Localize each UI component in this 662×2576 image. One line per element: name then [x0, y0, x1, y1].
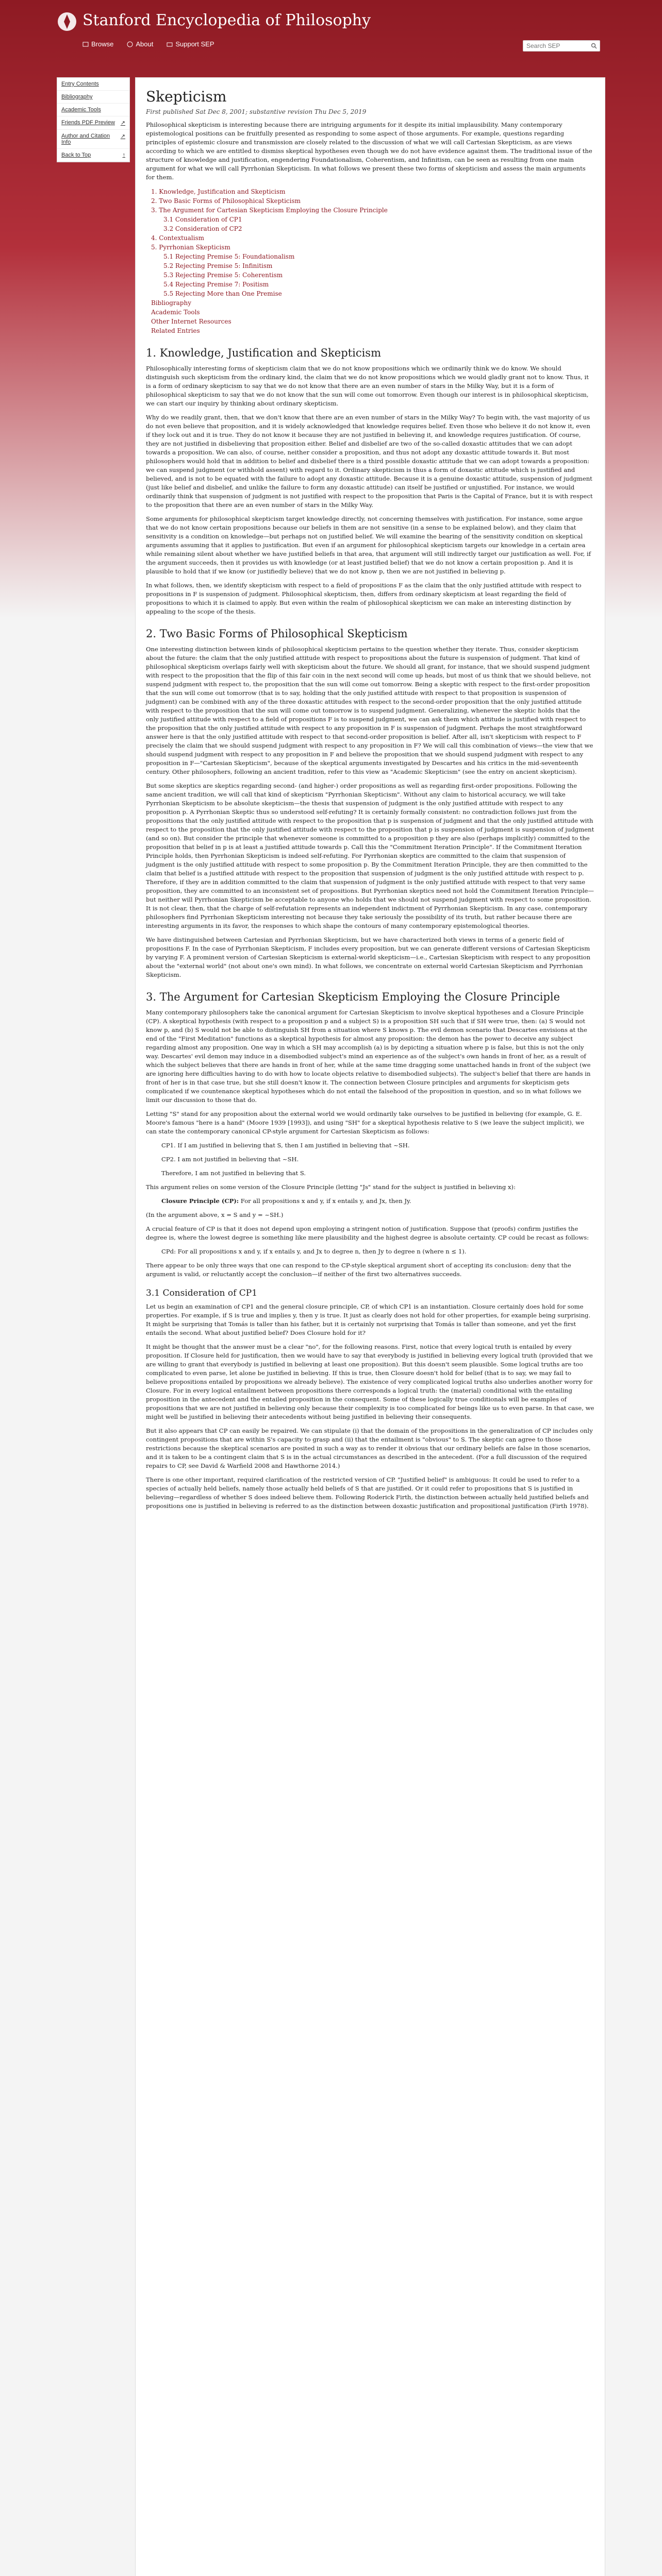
sidebar-item-label: Friends PDF Preview: [61, 120, 115, 126]
paragraph: We have distinguished between Cartesian and Pyrrhonian Skepticism, but we have characterized both views in terms of a generic field of propositions F. In the case of Pyrrhonian Skepticism, F includes every proposition, but we can generate different versions of Cartesian Skepticism by varying F. A prominent version of Cartesian Skepticism is external-world skepticism—i.e., Cartesian Skepticism with respect to any proposition about the "external world" (not about one's own mind). In what follows, we concentrate on external world Cartesian Skepticism and Pyrrhonian Skepticism.: [146, 936, 591, 978]
page-container: [46, 72, 616, 2576]
premise-cp1: CP1. If I am justified in believing that S, then I am justified in believing that ~SH.: [161, 1142, 410, 1149]
sidebar-item-back-to-top[interactable]: [57, 149, 129, 162]
sidebar-item-citation-info[interactable]: [57, 130, 129, 149]
nav-support[interactable]: [167, 40, 214, 48]
toc-item[interactable]: 3.1 Consideration of CP1: [163, 216, 242, 223]
toc-item[interactable]: 5.2 Rejecting Premise 5: Infinitism: [163, 262, 273, 269]
sep-logo-icon[interactable]: [57, 11, 77, 32]
paragraph: A crucial feature of CP is that it does not depend upon employing a stringent notion of justification. Suppose that (proofs) confirm justifies the degree is, where the lowest degree is something like mere plausibility and the highest degree is absolute certainty. CP could be recast as follows:: [146, 1225, 589, 1241]
external-link-icon: ↗: [120, 120, 125, 126]
book-icon: [82, 41, 89, 47]
toc-item[interactable]: 5.5 Rejecting More than One Premise: [163, 290, 282, 297]
support-icon: [167, 41, 173, 47]
paragraph: There appear to be only three ways that one can respond to the CP-style skeptical argument short of accepting its conclusion: deny that the argument is valid, or reluctantly accept the conclusion—if neither of the first two alternatives succeeds.: [146, 1262, 571, 1278]
arrow-up-icon: ↑: [122, 152, 125, 158]
closure-principle-label: Closure Principle (CP):: [161, 1197, 239, 1205]
info-icon: [127, 41, 133, 47]
conclusion: Therefore, I am not justified in believing that S.: [161, 1170, 306, 1177]
table-of-contents: [146, 187, 594, 335]
site-title[interactable]: Stanford Encyclopedia of Philosophy: [82, 11, 371, 29]
paragraph: It might be thought that the answer must be a clear "no", for the following reasons. First, notice that every logical truth is entailed by every proposition. If Closure held for justification, then we would have to say that everybody is justified in believing every logical truth (provided that we are willing to grant that everybody is justified in believing at least one proposition). But this doesn't seem plausible. Some logical truths are too complicated to even parse, let alone be justified in believing. If this is true, then Closure doesn't hold for belief (that is to say, we may fail to believe propositions entailed by propositions we already believe). The existence of very complicated logical truths also underlies another worry for Closure. For in every logical entailment between propositions there corresponds a logical truth: the (material) conditional with the entailing proposition in the antecedent and the entailed proposition in the consequent. Some of these logically true conditionals will be examples of propositions that we are not justified in believing only because their complexity is too complicated for beings like us to even parse. In that case, we might well be justified in believing their antecedents without being justified in believing their consequents.: [146, 1343, 594, 1420]
sidebar-item-entry-contents[interactable]: [57, 78, 129, 91]
section-heading: 3. The Argument for Cartesian Skepticism Employing the Closure Principle: [146, 991, 560, 1003]
paragraph: But some skeptics are skeptics regarding second- (and higher-) order propositions as well as regarding first-order propositions. Following the same ancient tradition, we will call that kind of skepticism "Pyrrhonian Skepticism". Without any claim to historical accuracy, we will take Pyrrhonian Skepticism to be absolute skepticism—the thesis that suspension of judgment is the only justified attitude with respect to any proposition p. A Pyrrhonian Skeptic thus so understood self-refuting? It is certainly formally consistent: no contradiction follows just from the propositions that the only justified attitude with respect to the proposition that p is suspension of judgment and that the only justified attitude with respect to the proposition that the only justified attitude with respect to the proposition that p is suspension of judgment is suspension of judgment (and so on). But consider the principle that whenever someone is committed to a proposition p they are also (perhaps implicitly) committed to the proposition that belief in p is at least a justified attitude towards p. Call this the "Commitment Iteration Principle". If the Commitment Iteration Principle holds, then Pyrrhonian Skepticism is indeed self-refuting. For Pyrrhonian skeptics are committed to the claim that suspension of judgment is the only justified attitude with respect to some proposition p. By the Commitment Iteration Principle, they are then committed to the claim that belief is a justified attitude with respect to the proposition that suspension of judgment is the only justified attitude with respect to p. Therefore, if they are in addition committed to the claim that suspension of judgment is the only justified attitude with respect to that very same proposition, they are committed to an inconsistent set of propositions. But Pyrrhonian skeptics need not hold the Commitment Iteration Principle—but neither will Pyrrhonian Skepticism be acceptable to anyone who holds that we should not suspend judgment with respect to some proposition. It is not clear, then, that the charge of self-refutation represents an independent indictment of Pyrrhonian Skepticism. In any case, contemporary philosophers find Pyrrhonian Skepticism interesting not because they take seriously the possibility of its truth, but rather because there are interesting arguments in its favor, the responses to which shape the contours of many contemporary epistemological theories.: [146, 782, 594, 929]
article-title: Skepticism: [146, 88, 227, 105]
sidebar-item-label: Bibliography: [61, 94, 93, 100]
paragraph: There is one other important, required clarification of the restricted version of CP. "Justified belief" is ambiguous: It could be used to refer to a species of actually held beliefs, namely those actually held beliefs of S that are justified. Or it could refer to propositions that S is justified in believing—regardless of whether S does indeed believe them. Following Roderick Firth, the distinction between actually held justified beliefs and propositions one is justified in believing is referred to as the distinction between doxastic justification and propositional justification (Firth 1978).: [146, 1476, 589, 1510]
paragraph: Letting "S" stand for any proposition about the external world we would ordinarily take ourselves to be justified in believing (for example, G. E. Moore's famous "here is a hand" (Moore 1939 [1993]), and using "SH" for a skeptical hypothesis relative to S (we leave the subject implicit), we can state the contemporary canonical CP-style argument for Cartesian Skepticism as follows:: [146, 1110, 585, 1135]
sidebar-item-label: Entry Contents: [61, 81, 99, 87]
paragraph: In what follows, then, we identify skepticism with respect to a field of propositions F as the claim that the only justified attitude with respect to propositions in F is suspension of judgment. Philosophical skepticism, then, differs from ordinary skepticism at least regarding the field of propositions to which it is claimed to apply. But even within the realm of philosophical skepticism we can make an interesting distinction by appealing to the scope of the thesis.: [146, 582, 582, 615]
premise-cp2: CP2. I am not justified in believing that ~SH.: [161, 1156, 299, 1163]
main-nav: [82, 40, 214, 48]
nav-browse-label: Browse: [91, 40, 114, 48]
toc-item[interactable]: 1. Knowledge, Justification and Skepticism: [151, 188, 286, 195]
sidebar-item-pdf-preview[interactable]: [57, 116, 129, 130]
closure-principle-degree: CPd: For all propositions x and y, if x entails y, and Jx to degree n, then Jy to degree n (where n ≤ 1).: [161, 1248, 467, 1255]
toc-item[interactable]: 5.4 Rejecting Premise 7: Positism: [163, 281, 269, 288]
nav-about[interactable]: [127, 40, 153, 48]
sidebar-item-academic-tools[interactable]: [57, 104, 129, 116]
paragraph: Why do we readily grant, then, that we don't know that there are an even number of stars in the Milky Way? To begin with, the vast majority of us do not even believe that proposition, and it is widely acknowledged that knowledge requires belief. Even those who believe it do not know it, even if they lock out and it is true. They do not know it because they are not justified in believing it, and knowledge requires justification. Of course, they are not justified in disbelieving that proposition either. Belief and disbelief are two of the so-called doxastic attitudes that we can adopt towards a proposition. We can also, of course, neither consider a proposition, and thus not adopt any doxastic attitude towards it. But most philosophers would hold that in addition to belief and disbelief there is a third possible doxastic attitude that we can adopt towards a proposition: we can suspend judgment (or withhold assent) with regard to it. Ordinary skepticism is thus a form of doxastic attitude which is justified and believed, and is not to be equated with the failure to adopt any doxastic attitude. Because it is a genuine doxastic attitude, suspension of judgment (just like belief and disbelief, and unlike the failure to form any doxastic attitude) can itself be justified or unjustified. For instance, we would ordinarily think that suspension of judgment is not justified with respect to the proposition that Paris is the Capital of France, but it is with respect to the proposition that there are an even number of stars in the Milky Way.: [146, 414, 593, 509]
search-icon[interactable]: [591, 43, 597, 49]
nav-browse[interactable]: [82, 40, 113, 48]
toc-item[interactable]: 5.1 Rejecting Premise 5: Foundationalism: [163, 253, 295, 260]
section-heading: 1. Knowledge, Justification and Skepticism: [146, 347, 381, 359]
toc-item[interactable]: Related Entries: [151, 327, 200, 334]
toc-item[interactable]: 4. Contextualism: [151, 234, 205, 242]
nav-support-label: Support SEP: [175, 40, 214, 48]
sidebar-item-label: Back to Top: [61, 152, 91, 158]
paragraph: This argument relies on some version of the Closure Principle (letting "Js" stand for the subject is justified in believing x):: [146, 1183, 516, 1191]
toc-item[interactable]: 2. Two Basic Forms of Philosophical Skepticism: [151, 197, 301, 205]
toc-item[interactable]: Academic Tools: [151, 309, 200, 316]
sidebar-item-bibliography[interactable]: [57, 91, 129, 104]
closure-principle-text: For all propositions x and y, if x entails y, and Jx, then Jy.: [240, 1197, 411, 1205]
toc-item[interactable]: 3.2 Consideration of CP2: [163, 225, 242, 232]
closure-principle: [161, 1197, 594, 1206]
paragraph: Many contemporary philosophers take the canonical argument for Cartesian Skepticism to involve skeptical hypotheses and a Closure Principle (CP). A skeptical hypothesis (with respect to a proposition p and a subject S) is a proposition SH such that if SH were true, then: (a) S would not know p, and (b) S would not be able to distinguish SH from a situation where S knows p. The evil demon scenario that Descartes envisions at the end of the "First Meditation" functions as a skeptical hypothesis for almost any proposition: the demon has the power to deceive any subject regarding almost any proposition. One way in which a SH may accomplish (a) is by depicting a situation where p is false, but this is not the only way. Descartes' evil demon may induce in a disembodied subject's mind an experience as of the subject's own hands in front of her, as a result of which the subject believes that there are hands in front of her, while at the same time dragging some unattached hands in front of the subject (we are ignoring here difficulties having to do with how to locate objects relative to disembodied subjects). The subject's belief that there are hands in front of her is in that case true, but she still doesn't know it. The connection between Closure principles and arguments for skepticism gets complicated if we countenance skeptical hypotheses which do not entail the falsehood of the proposition in question, and so in what follows we limit our discussion to those that do.: [146, 1009, 591, 1104]
paragraph: Let us begin an examination of CP1 and the general closure principle, CP, of which CP1 is an instantiation. Closure certainly does hold for some properties. For example, if S is true and implies y, then y is true. It just as clearly does not hold for other properties, for example being surprising. It might be surprising that Tomás is taller than his father, but it is certainly not surprising that Tomás is taller than someone, and yet the first entails the second. What about justified belief? Does Closure hold for it?: [146, 1303, 591, 1336]
sidebar-item-label: Author and Citation Info: [61, 133, 110, 145]
sidebar-item-label: Academic Tools: [61, 107, 101, 113]
publication-info: First published Sat Dec 8, 2001; substantive revision Thu Dec 5, 2019: [146, 108, 367, 115]
toc-item[interactable]: Bibliography: [151, 299, 191, 307]
toc-item[interactable]: 5.3 Rejecting Premise 5: Coherentism: [163, 272, 283, 279]
toc-item[interactable]: 3. The Argument for Cartesian Skepticism Employing the Closure Principle: [151, 207, 388, 214]
nav-about-label: About: [136, 40, 154, 48]
intro-paragraph: Philosophical skepticism is interesting because there are intriguing arguments for it despite its initial implausibility. Many contemporary epistemological positions can be fruitfully presented as responding to some aspect of those arguments. For example, questions regarding principles of epistemic closure and transmission are closely related to the discussion of what we will call Cartesian Skepticism, as are views according to which we are entitled to dismiss skeptical hypotheses even though we do not have evidence against them. The traditional issue of the structure of knowledge and justification, engendering Foundationalism, Coherentism, and Infinitism, can be seen as resulting from one main argument for what we will call Pyrrhonian Skepticism. In what follows we present these two forms of skepticism and assess the main arguments for them.: [146, 121, 592, 181]
paragraph: (In the argument above, x = S and y = ~SH.): [146, 1211, 284, 1218]
paragraph: One interesting distinction between kinds of philosophical skepticism pertains to the question whether they iterate. Thus, consider skepticism about the future: the claim that the only justified attitude with respect to propositions about the future is suspension of judgment. That kind of philosophical skepticism overlaps fairly well with skepticism about the future. We should all grant, for instance, that we should suspend judgment with respect to the proposition that the flip of this fair coin in the next second will come up heads, but most of us think that we should believe, not suspend judgment with respect to, the proposition that the sun will come out tomorrow. Being a skeptic with respect to the first-order proposition that the sun will come out tomorrow (that is to say, holding that the only justified attitude with respect to that proposition is suspension of judgment) can be combined with any of the three doxastic attitudes with respect to the second-order proposition that the only justified attitude with respect to the proposition that the sun will come out tomorrow is to suspend judgment. Generalizing, whenever the skeptic holds that the only justified attitude with respect to a field of propositions F is to suspend judgment, we can ask them which attitude is justified with respect to the proposition that the only justified attitude with respect to any proposition in F is suspension of judgment. Perhaps the most straightforward answer here is that the only justified attitude with respect to that second-order proposition is belief. After all, isn't skepticism with respect to F precisely the claim that we should suspend judgment with respect to any proposition in F? We will call this combination of views—the view that we should suspend judgment with respect to any proposition in F and believe the proposition that we should suspend judgment with respect to any proposition in F—"Cartesian Skepticism", because of the skeptical arguments investigated by Descartes and his critics in the mid-seventeenth century. Other philosophers, following an ancient tradition, refer to this view as "Academic Skepticism" (see the entry on ancient skepticism).: [146, 646, 593, 775]
entry-sidebar: [57, 77, 130, 162]
section-heading: 2. Two Basic Forms of Philosophical Skepticism: [146, 628, 408, 640]
subsection-heading: 3.1 Consideration of CP1: [146, 1288, 258, 1298]
article-body: [135, 77, 605, 2576]
paragraph: But it also appears that CP can easily be repaired. We can stipulate (i) that the domain of the propositions in the generalization of CP includes only contingent propositions that are within S's capacity to grasp and (ii) that the entailment is "obvious" to S. The skeptic can agree to those restrictions because the skeptical scenarios are posited in such a way as to render it obvious that our ordinary beliefs are false in those scenarios, and it is taken to be a contingent claim that S is in the actual circumstances as described in the antecedent. (For a full discussion of the required repairs to CP, see David & Warfield 2008 and Hawthorne 2014.): [146, 1427, 593, 1469]
paragraph: Some arguments for philosophical skepticism target knowledge directly, not concerning themselves with justification. For instance, some argue that we do not know certain propositions because our beliefs in them are not sensitive (in a sense to be explained below), and they claim that sensitivity is a condition on knowledge—but perhaps not on justified belief. We will examine the bearing of the sensitivity condition on skeptical arguments assuming that it applies to justification. But even if an argument for philosophical skepticism targets our knowledge in a certain area while remaining silent about whether we have justified beliefs in that area, that argument will still indirectly target our justification as well. For, if the argument succeeds, then it provides us with knowledge (or at least justified belief) that we do not know a certain proposition p. And it is plausible to hold that if we know (or justifiedly believe) that we do not know p, then we are not justified in believing p.: [146, 515, 591, 575]
external-link-icon: ↗: [120, 133, 125, 140]
search-input[interactable]: [523, 40, 600, 52]
paragraph: Philosophically interesting forms of skepticism claim that we do not know propositions which we ordinarily think we do know. We should distinguish such skepticism from the ordinary kind, the claim that we do not know propositions which we would gladly grant not to know. Thus, it is a form of ordinary skepticism to say that we do not know that there are an even number of stars in the Milky Way, but it is a form of philosophical skepticism to say that we do not know that the sun will come out tomorrow. Even though our interest is in philosophical skepticism, we can start our inquiry by thinking about ordinary skepticism.: [146, 365, 589, 407]
site-header: [46, 0, 616, 57]
toc-item[interactable]: 5. Pyrrhonian Skepticism: [151, 244, 230, 251]
toc-item[interactable]: Other Internet Resources: [151, 318, 231, 325]
